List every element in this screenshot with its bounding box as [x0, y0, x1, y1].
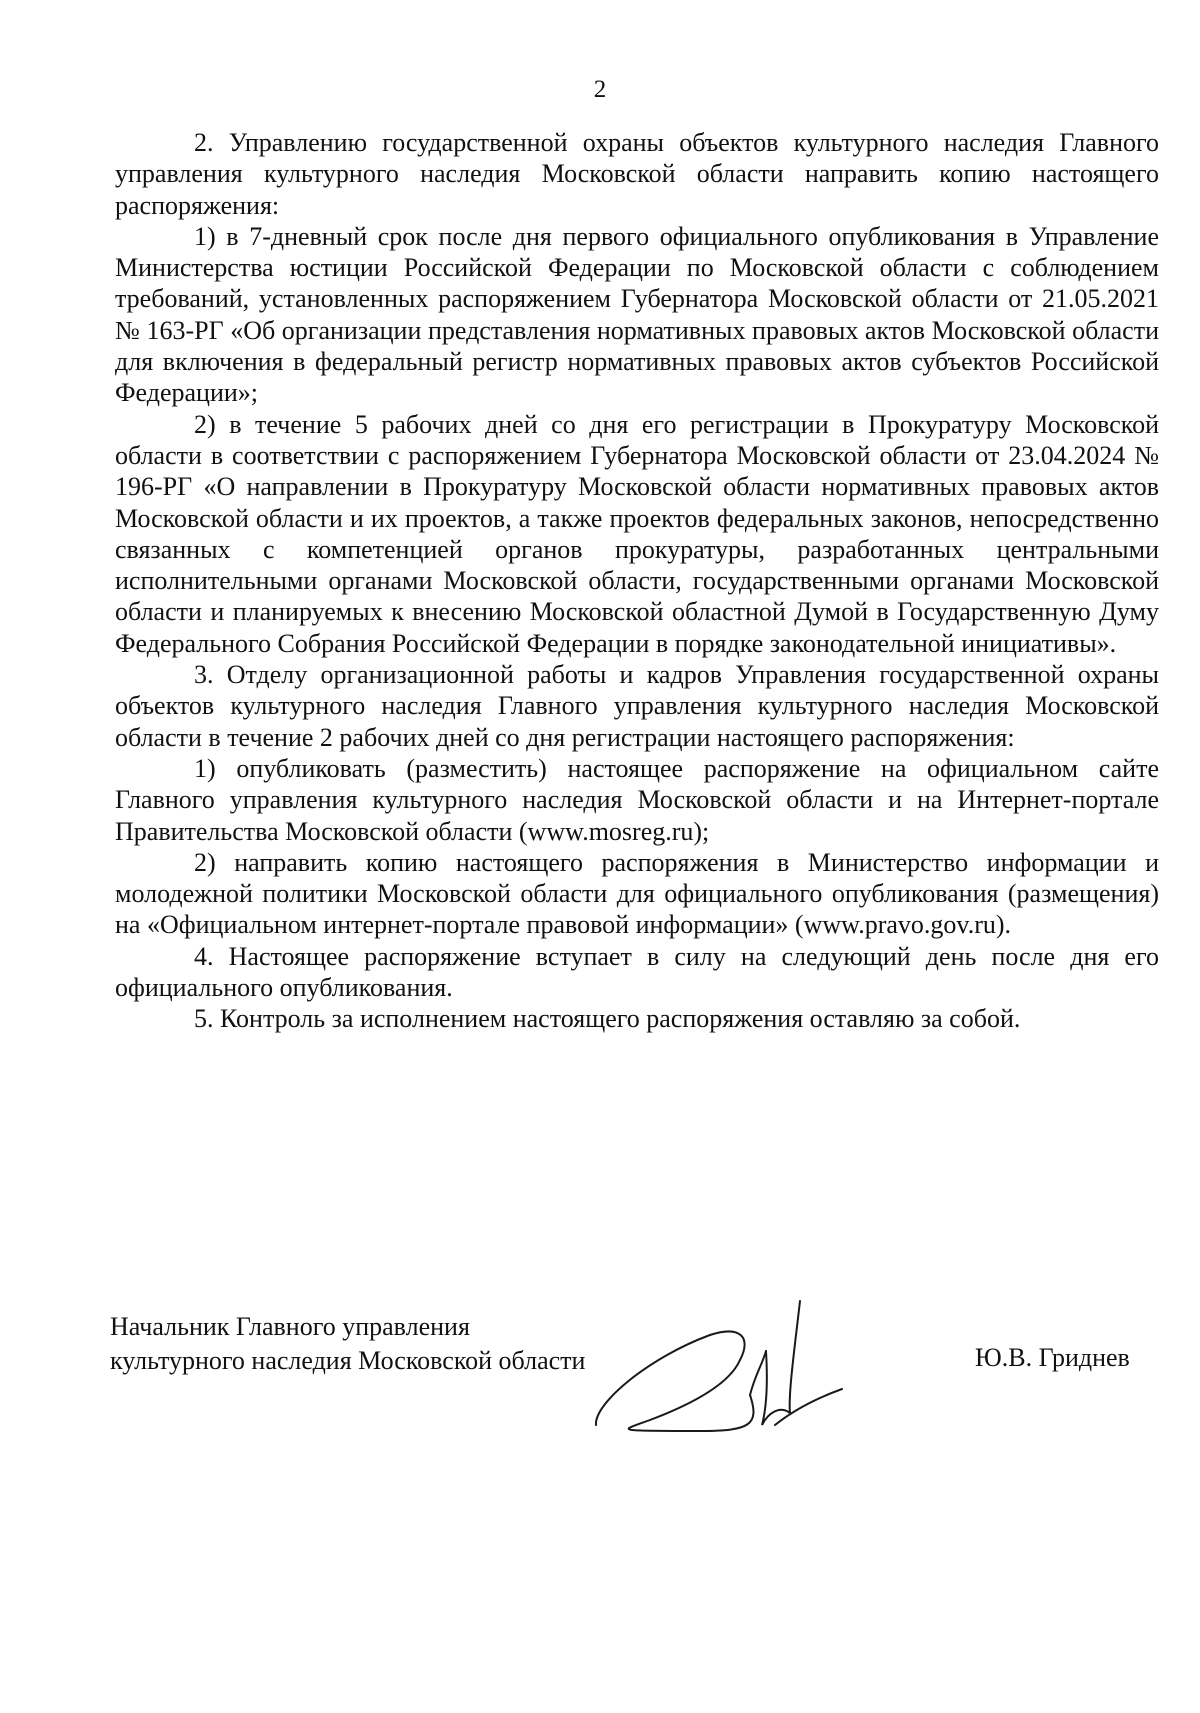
paragraph-3-2: 2) направить копию настоящего распоряжения в Министерство информации и молодежной политики Московской области для официального опубликования (размещения) на «Официальном интернет-портале правовой информации» (www.pravo.gov.ru). — [115, 847, 1159, 940]
document-body — [115, 127, 1159, 1035]
paragraph-3: 3. Отделу организационной работы и кадров Управления государственной охраны объектов культурного наследия Главного управления культурного наследия Московской области в течение 2 рабочих дней со дня регистрации настоящего распоряжения: — [115, 660, 1159, 752]
signatory-name: Ю.В. Гриднев — [975, 1343, 1130, 1372]
paragraph-2: 2. Управлению государственной охраны объектов культурного наследия Главного управления культурного наследия Московской области направить копию настоящего распоряжения: — [115, 128, 1159, 220]
paragraph-4: 4. Настоящее распоряжение вступает в силу на следующий день после дня его официального опубликования. — [115, 941, 1159, 1003]
signatory-title-line-2: культурного наследия Московской области — [110, 1346, 586, 1375]
handwritten-signature — [590, 1285, 890, 1440]
paragraph-2-1: 1) в 7-дневный срок после дня первого официального опубликования в Управление Министерства юстиции Российской Федерации по Московской области с соблюдением требований, установленных распоряжением Губернатора Московской области от 21.05.2021 № 163-РГ «Об организации представления нормативных правовых актов Московской области для включения в федеральный регистр нормативных правовых актов субъектов Российской Федерации»; — [115, 221, 1159, 408]
paragraph-2-2: 2) в течение 5 рабочих дней со дня его регистрации в Прокуратуру Московской области в соответствии с распоряжением Губернатора Московской области от 23.04.2024 № 196-РГ «О направлении в Прокуратуру Московской области нормативных правовых актов Московской области и их проектов, а также проектов федеральных законов, непосредственно связанных с компетенцией органов прокуратуры, разработанных центральными исполнительными органами Московской области, государственными органами Московской области и планируемых к внесению Московской областной Думой в Государственную Думу Федерального Собрания Российской Федерации в порядке законодательной инициативы». — [115, 409, 1159, 658]
signatory-title-line-1: Начальник Главного управления — [110, 1312, 470, 1341]
page-number: 2 — [593, 76, 607, 103]
signatory-title — [110, 1310, 585, 1378]
paragraph-5: 5. Контроль за исполнением настоящего распоряжения оставляю за собой. — [194, 1004, 1021, 1034]
paragraph-3-1: 1) опубликовать (разместить) настоящее распоряжение на официальном сайте Главного управления культурного наследия Московской области и на Интернет-портале Правительства Московской области (www.mosreg.ru); — [115, 753, 1159, 846]
